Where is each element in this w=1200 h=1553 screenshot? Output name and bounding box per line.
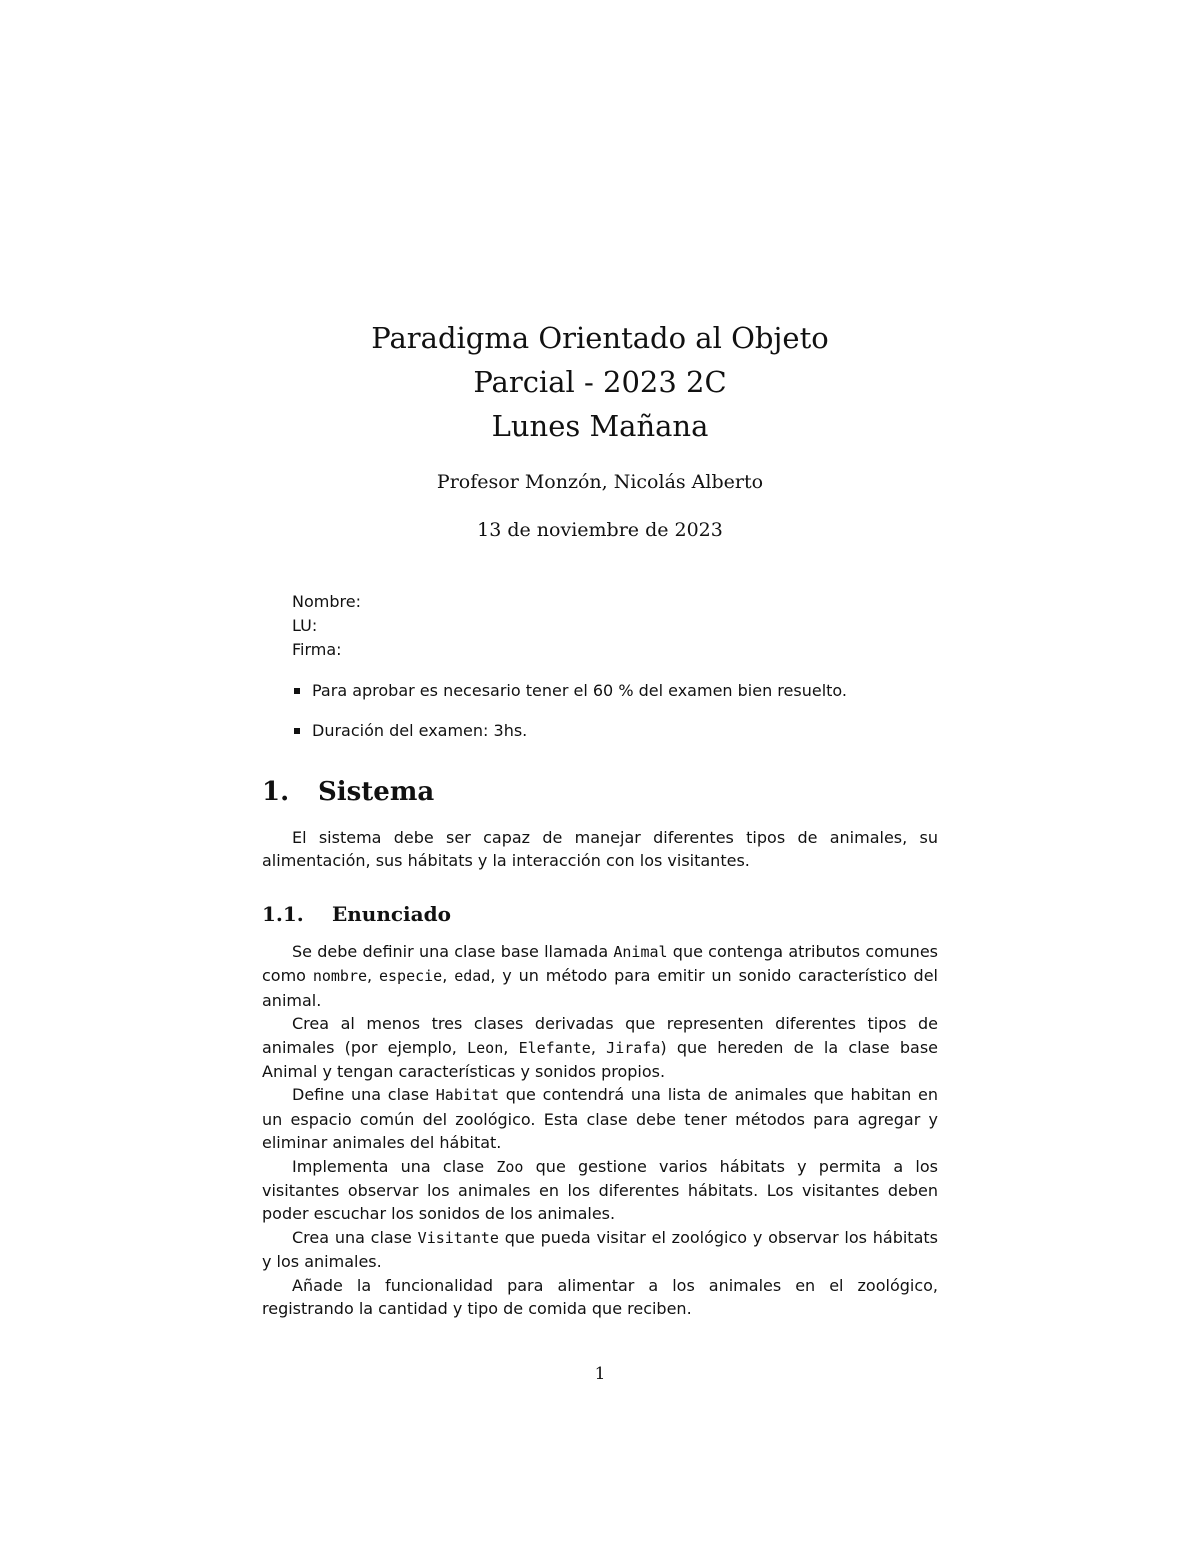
text-run: que pueda visitar el zoológico y observar los hábitats y los animales. xyxy=(262,1227,938,1272)
text-run: , xyxy=(503,1037,519,1057)
subsection-number: 1.1. xyxy=(262,902,304,926)
page-number: 1 xyxy=(594,1364,606,1384)
list-item xyxy=(292,678,952,704)
paragraph-visitante-class xyxy=(262,1226,938,1274)
text-run: Define una clase xyxy=(292,1085,436,1105)
code-visitante: Visitante xyxy=(417,1228,499,1247)
text-run: , y un método para emitir un sonido característico del animal. xyxy=(262,966,938,1010)
section-number: 1. xyxy=(262,777,290,807)
exam-rules-list xyxy=(292,678,952,758)
paragraph-animal-class xyxy=(262,940,938,1012)
text-run: Crea una clase xyxy=(292,1227,418,1247)
lu-field-label: LU: xyxy=(292,616,318,635)
code-edad: edad xyxy=(454,967,491,986)
code-habitat: Habitat xyxy=(435,1086,499,1105)
title-course: Paradigma Orientado al Objeto xyxy=(371,321,829,355)
rule-text: Duración del examen: 3hs. xyxy=(312,721,528,740)
paragraph-zoo-class xyxy=(262,1155,938,1226)
section-heading xyxy=(262,774,434,810)
square-bullet-icon xyxy=(294,688,300,694)
square-bullet-icon xyxy=(294,728,300,734)
code-elefante: Elefante xyxy=(518,1038,591,1057)
paragraph-feeding xyxy=(262,1274,938,1321)
text-run: Se debe definir una clase base llamada xyxy=(292,942,614,961)
text-run: , xyxy=(367,966,379,986)
code-leon: Leon xyxy=(467,1038,504,1057)
date-line: 13 de noviembre de 2023 xyxy=(477,519,723,541)
signature-field-label: Firma: xyxy=(292,640,342,659)
text-run: que gestione varios hábitats y permita a los visitantes observar los animales en los diferentes hábitats. Los visitantes deben poder escuchar los sonidos de los animales. xyxy=(262,1156,938,1224)
subsection-heading xyxy=(262,900,451,928)
code-nombre: nombre xyxy=(312,967,368,986)
paragraph-habitat-class xyxy=(262,1083,938,1154)
text-run: Implementa una clase xyxy=(292,1156,497,1176)
section-intro xyxy=(262,826,938,873)
author-line: Profesor Monzón, Nicolás Alberto xyxy=(436,471,764,493)
code-zoo: Zoo xyxy=(496,1157,524,1176)
list-item xyxy=(292,718,952,744)
text-run: Añade la funcionalidad para alimentar a los animales en el zoológico, registrando la cantidad y tipo de comida que reciben. xyxy=(262,1275,938,1319)
document-title xyxy=(0,316,1200,448)
text-run: , xyxy=(590,1037,607,1057)
code-animal: Animal xyxy=(613,943,668,961)
title-exam: Parcial - 2023 2C xyxy=(473,365,727,399)
subsection-title-text: Enunciado xyxy=(332,902,451,926)
paragraph-derived-classes xyxy=(262,1012,938,1083)
statement-body xyxy=(262,940,938,1321)
code-especie: especie xyxy=(379,967,443,986)
section-title-text: Sistema xyxy=(318,777,435,807)
text-run: ) que hereden de la clase base Animal y tengan características y sonidos propios. xyxy=(262,1037,939,1082)
text-run: que contendrá una lista de animales que habitan en un espacio común del zoológico. Esta clase debe tener métodos para agregar y eliminar animales del hábitat. xyxy=(262,1085,939,1153)
text-run: que contenga atributos comunes como xyxy=(262,942,939,986)
name-field-label: Nombre: xyxy=(292,592,361,611)
code-jirafa: Jirafa xyxy=(606,1038,661,1057)
intro-paragraph: El sistema debe ser capaz de manejar diferentes tipos de animales, su alimentación, sus hábitats y la interacción con los visitantes. xyxy=(262,828,938,871)
rule-text: Para aprobar es necesario tener el 60 % del examen bien resuelto. xyxy=(312,681,848,700)
title-session: Lunes Mañana xyxy=(491,409,709,443)
text-run: , xyxy=(442,966,455,986)
student-fields xyxy=(292,590,361,662)
text-run: Crea al menos tres clases derivadas que representen diferentes tipos de animales (por ejemplo, xyxy=(262,1014,938,1057)
